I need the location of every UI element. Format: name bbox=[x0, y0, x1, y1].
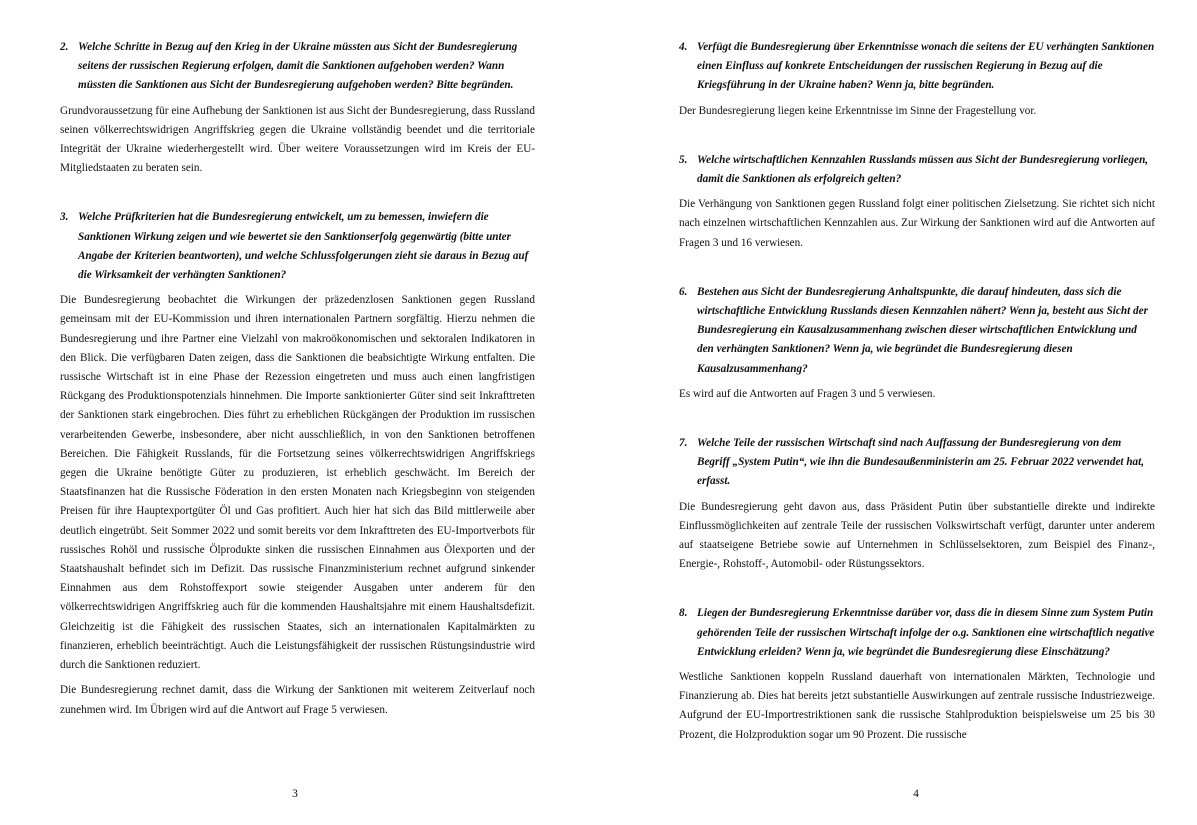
section-gap bbox=[679, 259, 1155, 283]
page-number: 4 bbox=[913, 788, 919, 800]
section-gap bbox=[679, 410, 1155, 434]
answer-paragraph: Westliche Sanktionen koppeln Russland dauerhaft von internationalen Märkten, Technologie und Finanzierung ab. Dies hat bereits jetzt substantielle Auswirkungen auf zentrale russische Industriezweige. Aufgrund der EU-Importrestriktionen sank die russische Stahlproduktion beispielsweise um 25 bis 30 Prozent, die Holzproduktion sogar um 90 Prozent. Die russische bbox=[679, 671, 1155, 741]
answer-paragraph: Grundvoraussetzung für eine Aufhebung der Sanktionen ist aus Sicht der Bundesregierung, dass Russland seinen völkerrechtswidrigen Angriffskrieg gegen die Ukraine vollständig beendet und die territoriale Integrität der Ukraine wiederhergestellt wird. Über weitere Voraussetzungen wird im Kreis der EU-Mitgliedstaaten zu beraten sein. bbox=[60, 104, 535, 175]
page-number: 3 bbox=[292, 788, 298, 800]
answer-paragraph: Die Bundesregierung beobachtet die Wirkungen der präzedenzlosen Sanktionen gegen Russland gemeinsam mit der EU-Kommission und ihren internationalen Partnern sorgfältig. Hierzu nehmen die Bundesregierung und ihre Partner eine Vielzahl von makroökonomischen und sektoralen Indikatoren in den Blick. Die verfügbaren Daten zeigen, dass die Sanktionen die beabsichtigte Wirkung entfalten. Die russische Wirtschaft ist in eine Phase der Rezession eingetreten und muss auch einen langfristigen Rückgang des Produktionspotenzials hinnehmen. Die Importe sanktionierter Güter sind seit Inkrafttreten der Sanktionen stark eingebrochen. Dies führt zu erheblichen Rückgängen der Produktion im russischen verarbeitenden Gewerbe, insbesondere, aber nicht ausschließlich, in von den Sanktionen betroffenen Bereichen. Die Fähigkeit Russlands, für die Fortsetzung seines völkerrechtswidrigen Angriffskriegs gegen die Ukraine benötigte Güter zu produzieren, ist erheblich geschwächt. Im Bereich der Staatsfinanzen hat die Russische Föderation in den ersten Monaten nach Kriegsbeginn von steigenden Preisen für ihre Hauptexportgüter Öl und Gas profitiert. Auch hier hat sich das Bild mittlerweile aber deutlich eingetrübt. Seit Sommer 2022 und somit bereits vor dem Inkrafttreten des EU-Importverbots für russisches Rohöl und russische Ölprodukte sinken die russischen Einnahmen aus Ölexporten und der Staatshaushalt befindet sich im Defizit. Das russische Finanzministerium rechnet aufgrund sinkender Einnahmen aus dem Rohstoffexport sowie steigender Ausgaben unter anderem für den völkerrechtswidrigen Angriffskrieg auch für die kommenden Haushaltsjahre mit einem Haushaltsdefizit. Gleichzeitig ist die Fähigkeit des russischen Staates, sich an internationalen Kapitalmärkten zu finanzieren, erheblich beeinträchtigt. Auch die Leistungsfähigkeit der russischen Rüstungsindustrie wird durch die Sanktionen reduziert. bbox=[60, 294, 535, 672]
question-text: Liegen der Bundesregierung Erkenntnisse darüber vor, dass die in diesem Sinne zum System Putin gehörenden Teile der russischen Wirtschaft infolge der o.g. Sanktionen eine wirtschaftlich negative Entwicklung erleiden? Wenn ja, wie begründet die Bundesregierung diese Einschätzung? bbox=[697, 607, 1155, 658]
question-block bbox=[679, 604, 1155, 662]
section-gap bbox=[60, 184, 535, 208]
question-text: Verfügt die Bundesregierung über Erkenntnisse wonach die seitens der EU verhängten Sanktionen einen Einfluss auf konkrete Entscheidungen der russischen Regierung in Bezug auf die Kriegsführung in der Ukraine haben? Wenn ja, bitte begründen. bbox=[697, 41, 1155, 92]
question-text: Bestehen aus Sicht der Bundesregierung Anhaltspunkte, die darauf hindeuten, dass sich die wirtschaftliche Entwicklung Russlands diesen Kennzahlen nähert? Wenn ja, besteht aus Sicht der Bundesregierung ein Kausalzusammenhang zwischen dieser wirtschaftlichen Entwicklung und den verhängten Sanktionen? Wenn ja, wie begründet die Bundesregierung diesen Kausalzusammenhang? bbox=[697, 285, 1148, 375]
question-number: 8. bbox=[679, 607, 688, 620]
document-page-left bbox=[0, 0, 598, 825]
question-block bbox=[679, 283, 1155, 379]
section-gap bbox=[679, 127, 1155, 151]
answer-paragraph: Der Bundesregierung liegen keine Erkenntnisse im Sinne der Fragestellung vor. bbox=[679, 104, 1037, 117]
question-block bbox=[679, 151, 1155, 189]
question-block bbox=[60, 38, 535, 96]
question-text: Welche Teile der russischen Wirtschaft sind nach Auffassung der Bundesregierung von dem Begriff „System Putin“, wie ihn die Bundesaußenministerin am 25. Februar 2022 verwendet hat, erfasst. bbox=[697, 437, 1145, 488]
question-block bbox=[60, 208, 535, 285]
question-text: Welche wirtschaftlichen Kennzahlen Russlands müssen aus Sicht der Bundesregierung vorliegen, damit die Sanktionen als erfolgreich gelten? bbox=[697, 153, 1149, 186]
question-text: Welche Prüfkriterien hat die Bundesregierung entwickelt, um zu bemessen, inwiefern die Sanktionen Wirkung zeigen und wie bewertet sie den Sanktionserfolg gegenwärtig (bitte unter Angabe der Kriterien beantworten), und welche Schlussfolgerungen zieht sie daraus in Bezug auf die Wirksamkeit der verhängten Sanktionen? bbox=[78, 211, 529, 282]
question-number: 5. bbox=[679, 153, 688, 166]
right-page-content bbox=[679, 38, 1155, 745]
question-number: 3. bbox=[60, 211, 69, 224]
document-page-right bbox=[599, 0, 1197, 825]
question-number: 4. bbox=[679, 41, 688, 53]
question-number: 7. bbox=[679, 437, 688, 450]
answer-paragraph: Es wird auf die Antworten auf Fragen 3 und 5 verwiesen. bbox=[679, 387, 936, 400]
left-page-content bbox=[60, 38, 535, 720]
answer-paragraph: Die Bundesregierung geht davon aus, dass Präsident Putin über substantielle direkte und indirekte Einflussmöglichkeiten auf zentrale Teile der russischen Volkswirtschaft verfügt, darunter unter anderem auf staatseigene Betriebe sowie auf Unternehmen in Schlüsselsektoren, zum Beispiel des Finanz-, Energie-, Rohstoff-, Automobil- oder Rüstungssektors. bbox=[679, 500, 1155, 571]
question-block bbox=[679, 38, 1155, 96]
question-number: 2. bbox=[60, 41, 69, 53]
question-block bbox=[679, 434, 1155, 492]
answer-paragraph: Die Bundesregierung rechnet damit, dass die Wirkung der Sanktionen mit weiterem Zeitverlauf noch zunehmen wird. Im Übrigen wird auf die Antwort auf Frage 5 verwiesen. bbox=[60, 684, 535, 716]
answer-paragraph: Die Verhängung von Sanktionen gegen Russland folgt einer politischen Zielsetzung. Sie richtet sich nicht nach einzelnen wirtschaftlichen Kennzahlen aus. Zur Wirkung der Sanktionen wird auf die Antworten auf Fragen 3 und 16 verwiesen. bbox=[679, 198, 1155, 249]
question-number: 6. bbox=[679, 285, 688, 298]
section-gap bbox=[679, 580, 1155, 604]
question-text: Welche Schritte in Bezug auf den Krieg in der Ukraine müssten aus Sicht der Bundesregierung seitens der russischen Regierung erfolgen, damit die Sanktionen aufgehoben werden? Wann müssten die Sanktionen aus Sicht der Bundesregierung aufgehoben werden? Bitte begründen. bbox=[78, 41, 518, 92]
